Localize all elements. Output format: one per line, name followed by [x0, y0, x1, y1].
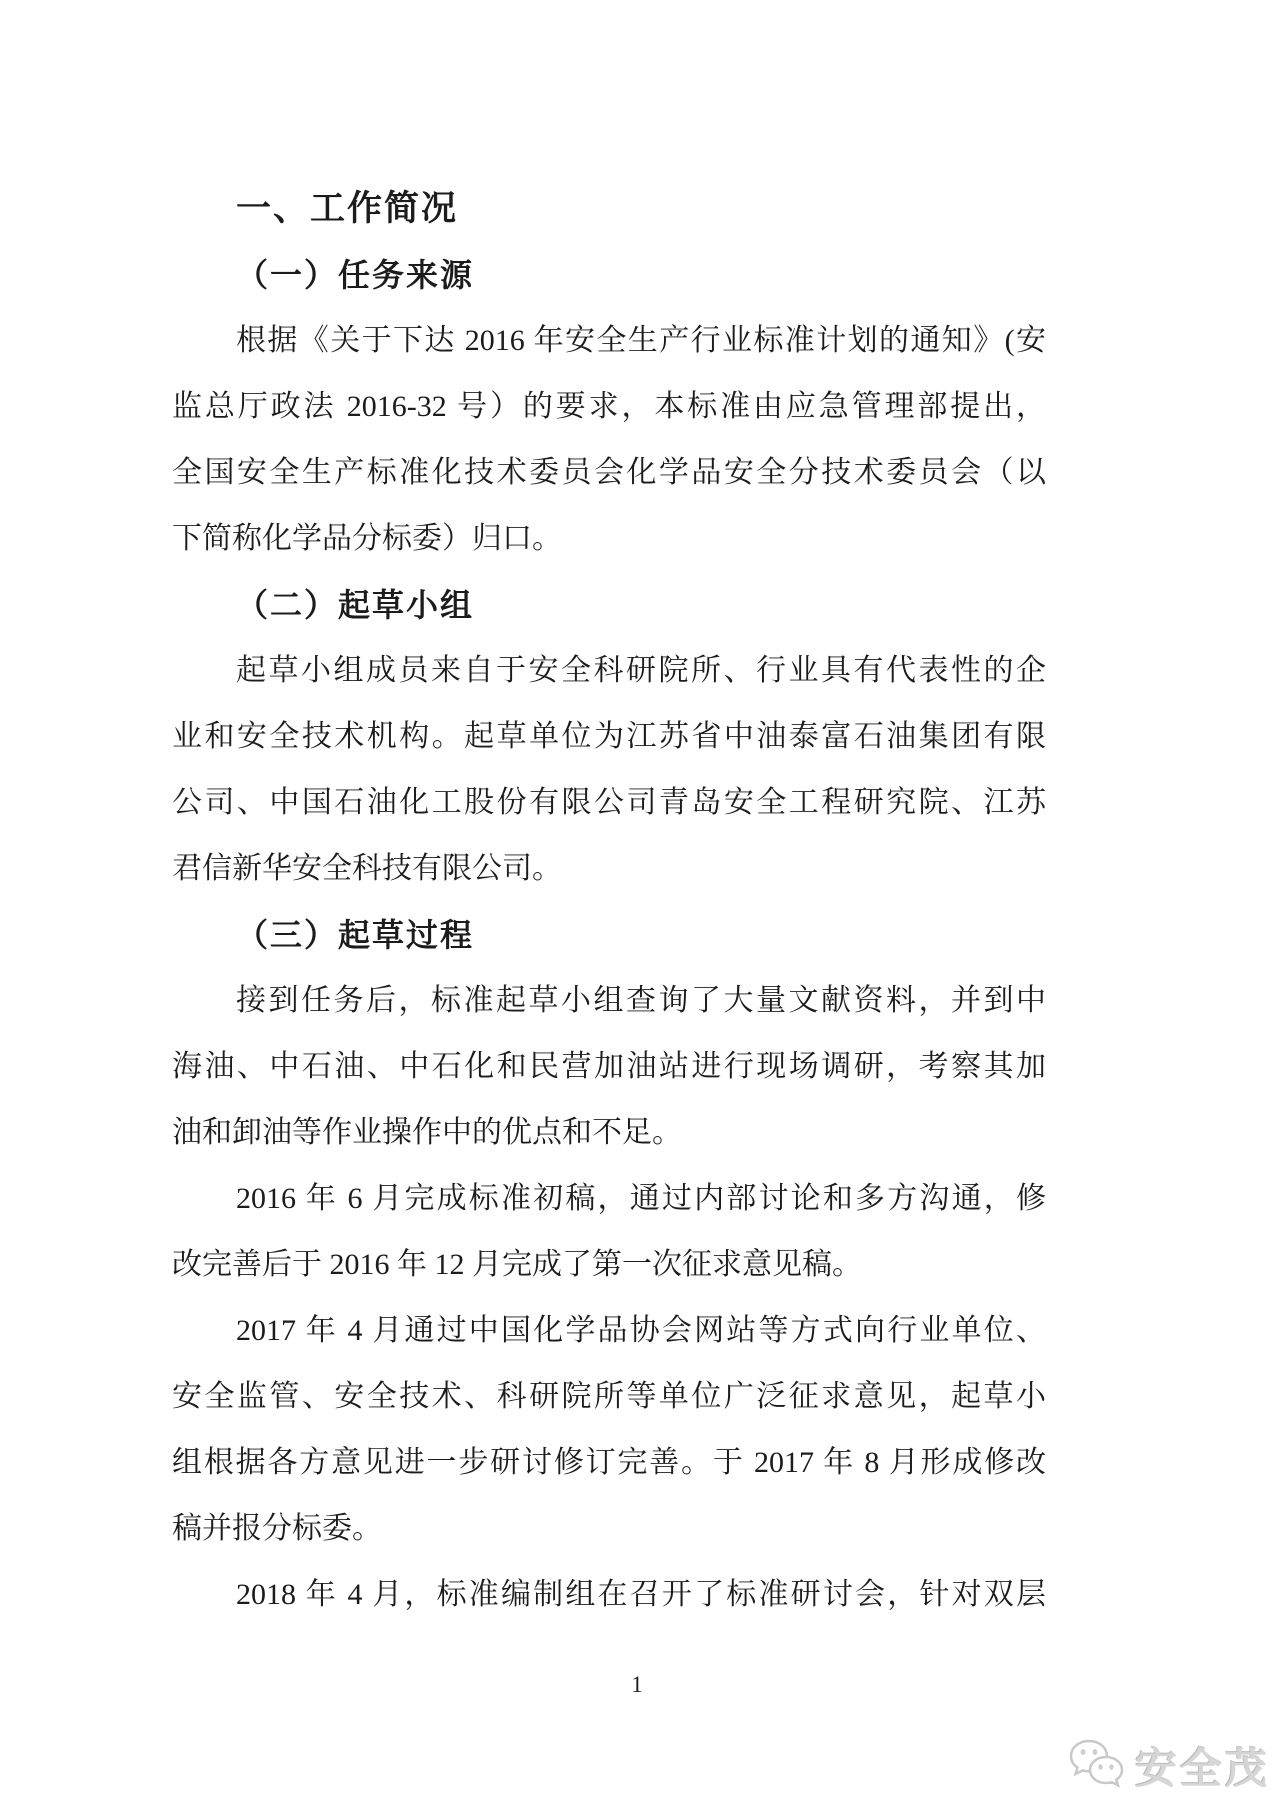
text-line: 2018 年 4 月，标准编制组在召开了标准研讨会，针对双层	[236, 1578, 1046, 1611]
text-line: 稿并报分标委。	[172, 1512, 382, 1545]
page-number: 1	[631, 1672, 643, 1697]
text-line: 起草小组成员来自于安全科研院所、行业具有代表性的企	[236, 654, 1046, 687]
text-line: 海油、中石油、中石化和民营加油站进行现场调研，考察其加	[172, 1050, 1046, 1083]
wechat-icon	[1065, 1737, 1129, 1795]
text-line: 君信新华安全科技有限公司。	[172, 852, 562, 885]
subsection-heading: （一）任务来源	[236, 257, 475, 293]
document-body	[172, 176, 1046, 1628]
text-line: 根据《关于下达 2016 年安全生产行业标准计划的通知》(安	[236, 324, 1046, 357]
text-line: 安全监管、安全技术、科研院所等单位广泛征求意见，起草小	[172, 1380, 1046, 1413]
text-line: 接到任务后，标准起草小组查询了大量文献资料，并到中	[236, 984, 1046, 1017]
text-line: 组根据各方意见进一步研讨修订完善。于 2017 年 8 月形成修改	[172, 1446, 1046, 1479]
subsection-heading: （三）起草过程	[236, 917, 475, 953]
text-line: 改完善后于 2016 年 12 月完成了第一次征求意见稿。	[172, 1248, 862, 1281]
text-line: 全国安全生产标准化技术委员会化学品安全分技术委员会（以	[172, 456, 1046, 489]
text-line: 公司、中国石油化工股份有限公司青岛安全工程研究院、江苏	[172, 786, 1046, 819]
text-line: 2017 年 4 月通过中国化学品协会网站等方式向行业单位、	[236, 1314, 1046, 1347]
section-heading: 一、工作简况	[236, 189, 459, 229]
text-line: 下简称化学品分标委）归口。	[172, 522, 562, 555]
text-line: 监总厅政法 2016-32 号）的要求，本标准由应急管理部提出，	[172, 390, 1046, 423]
brand-watermark	[1065, 1736, 1270, 1796]
text-line: 油和卸油等作业操作中的优点和不足。	[172, 1116, 682, 1149]
text-line: 业和安全技术机构。起草单位为江苏省中油泰富石油集团有限	[172, 720, 1046, 753]
brand-name: 安全茂	[1134, 1744, 1270, 1793]
subsection-heading: （二）起草小组	[236, 587, 475, 623]
text-line: 2016 年 6 月完成标准初稿，通过内部讨论和多方沟通，修	[236, 1182, 1046, 1215]
